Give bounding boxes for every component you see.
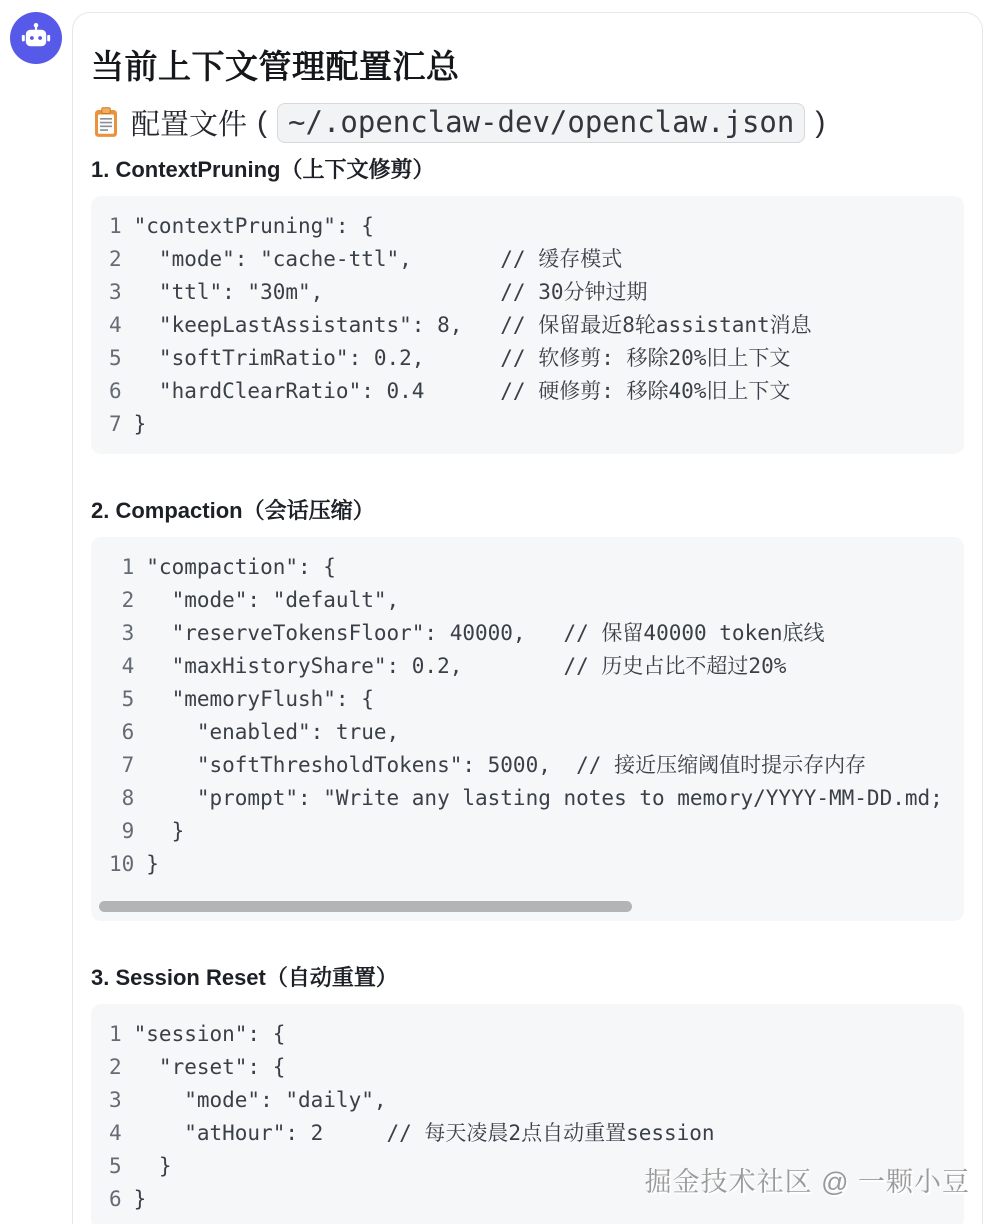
config-section bbox=[91, 153, 964, 454]
code-text: "maxHistoryShare": 0.2, // 历史占比不超过20% bbox=[146, 654, 787, 678]
sections bbox=[91, 153, 964, 1224]
code-text: "mode": "default", bbox=[146, 588, 400, 612]
code-line bbox=[109, 210, 964, 243]
config-path-code: ~/.openclaw-dev/openclaw.json bbox=[277, 103, 805, 143]
watermark: 掘金技术社区 @ 一颗小豆 bbox=[644, 1167, 970, 1197]
line-number: 3 bbox=[109, 1088, 122, 1112]
line-number: 7 bbox=[109, 412, 122, 436]
line-number: 5 bbox=[109, 346, 122, 370]
code-line bbox=[109, 617, 964, 650]
line-number: 5 bbox=[109, 1154, 122, 1178]
horizontal-scrollbar-thumb[interactable] bbox=[99, 901, 632, 912]
code-line bbox=[109, 1018, 964, 1051]
code-line bbox=[109, 276, 964, 309]
line-number: 6 bbox=[109, 379, 122, 403]
robot-icon bbox=[19, 21, 53, 55]
code-text: "softThresholdTokens": 5000, // 接近压缩阈值时提示存内存 bbox=[146, 753, 867, 777]
code-block bbox=[91, 537, 964, 921]
line-number: 2 bbox=[121, 588, 135, 612]
code-line bbox=[109, 309, 964, 342]
code-line bbox=[109, 848, 964, 881]
line-number: 5 bbox=[121, 687, 135, 711]
line-number: 6 bbox=[109, 1187, 122, 1211]
section-heading: 1. ContextPruning（上下文修剪） bbox=[91, 157, 435, 182]
paren-close: ) bbox=[815, 105, 826, 139]
line-number: 3 bbox=[121, 621, 135, 645]
line-number: 4 bbox=[109, 1121, 122, 1145]
message-card bbox=[72, 12, 983, 1224]
code-line bbox=[109, 782, 964, 815]
line-number: 4 bbox=[121, 654, 135, 678]
code-line bbox=[109, 551, 964, 584]
code-text: "prompt": "Write any lasting notes to memory/YYYY-MM-DD.md; bbox=[146, 786, 943, 810]
code-block bbox=[91, 196, 964, 454]
code-line bbox=[109, 584, 964, 617]
code-text: "keepLastAssistants": 8, // 保留最近8轮assistant消息 bbox=[133, 313, 812, 337]
code-text: "softTrimRatio": 0.2, // 软修剪: 移除20%旧上下文 bbox=[133, 346, 791, 370]
code-line bbox=[109, 1084, 964, 1117]
code-text: "ttl": "30m", // 30分钟过期 bbox=[133, 280, 648, 304]
code-text: "atHour": 2 // 每天凌晨2点自动重置session bbox=[133, 1121, 715, 1145]
code-line bbox=[109, 408, 964, 441]
code-text: "contextPruning": { bbox=[133, 214, 374, 238]
line-number: 6 bbox=[121, 720, 135, 744]
code-text: "compaction": { bbox=[146, 555, 336, 579]
code-line bbox=[109, 650, 964, 683]
line-number: 3 bbox=[109, 280, 122, 304]
code-text: "enabled": true, bbox=[146, 720, 400, 744]
line-number: 4 bbox=[109, 313, 122, 337]
code-text: "memoryFlush": { bbox=[146, 687, 374, 711]
code-text: "session": { bbox=[133, 1022, 286, 1046]
code-line bbox=[109, 1051, 964, 1084]
paren-open: ( bbox=[257, 105, 268, 139]
config-section bbox=[91, 494, 964, 921]
code-text: "mode": "daily", bbox=[133, 1088, 387, 1112]
code-text: "mode": "cache-ttl", // 缓存模式 bbox=[133, 247, 623, 271]
code-text: } bbox=[146, 852, 159, 876]
code-line bbox=[109, 815, 964, 848]
section-heading: 2. Compaction（会话压缩） bbox=[91, 498, 375, 523]
line-number: 9 bbox=[121, 819, 135, 843]
code-text: "hardClearRatio": 0.4 // 硬修剪: 移除40%旧上下文 bbox=[133, 379, 791, 403]
code-text: } bbox=[133, 412, 147, 436]
code-line bbox=[109, 1117, 964, 1150]
line-number: 1 bbox=[109, 1022, 122, 1046]
code-line bbox=[109, 749, 964, 782]
section-heading: 3. Session Reset（自动重置） bbox=[91, 965, 398, 990]
config-file-line bbox=[91, 102, 964, 143]
assistant-avatar bbox=[10, 12, 62, 64]
line-number: 2 bbox=[109, 247, 122, 271]
code-line bbox=[109, 375, 964, 408]
clipboard-icon bbox=[91, 106, 121, 139]
page-title: 当前上下文管理配置汇总 bbox=[91, 48, 460, 85]
code-text: } bbox=[133, 1187, 147, 1211]
line-number: 7 bbox=[121, 753, 135, 777]
code-text: } bbox=[133, 1154, 172, 1178]
code-line bbox=[109, 683, 964, 716]
code-text: "reserveTokensFloor": 40000, // 保留40000 token底线 bbox=[146, 621, 825, 645]
line-number: 2 bbox=[109, 1055, 122, 1079]
code-line bbox=[109, 342, 964, 375]
line-number: 1 bbox=[121, 555, 135, 579]
line-number: 8 bbox=[121, 786, 135, 810]
code-text: "reset": { bbox=[133, 1055, 286, 1079]
code-line bbox=[109, 716, 964, 749]
line-number: 1 bbox=[109, 214, 122, 238]
code-text: } bbox=[146, 819, 185, 843]
line-number: 10 bbox=[109, 852, 135, 876]
config-file-label: 配置文件 bbox=[131, 109, 248, 141]
code-line bbox=[109, 243, 964, 276]
